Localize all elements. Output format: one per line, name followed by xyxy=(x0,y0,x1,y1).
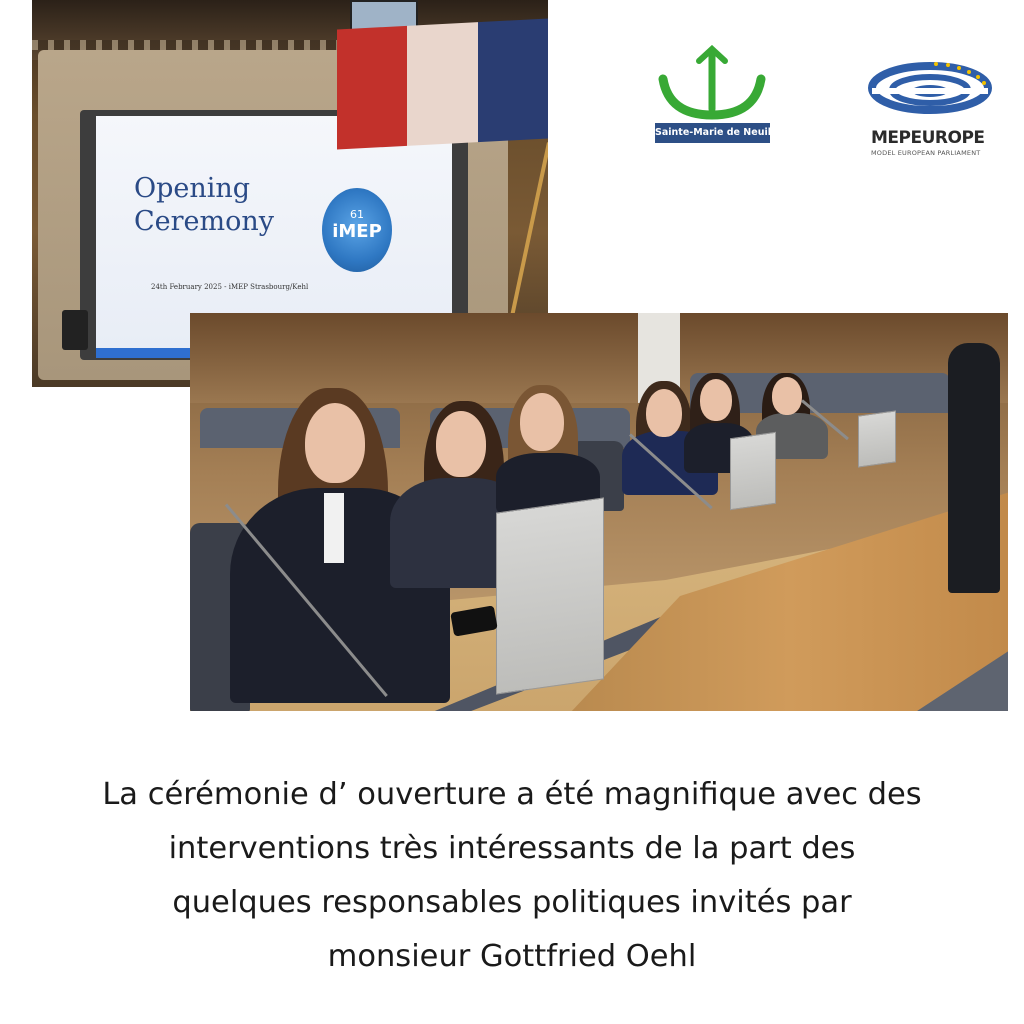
parliament-hemicycle-icon xyxy=(866,58,1006,124)
desk-screen xyxy=(858,410,896,467)
standing-person xyxy=(948,343,1000,593)
desk-screen xyxy=(496,497,604,694)
europe-part: EUROPE xyxy=(910,128,985,148)
mep-europe-logo xyxy=(866,58,1006,162)
french-flag xyxy=(337,18,548,149)
caption-line: monsieur Gottfried Oehl xyxy=(327,939,697,974)
student-shirt xyxy=(324,493,344,563)
caption-line: La cérémonie d’ ouverture a été magnifique avec des xyxy=(102,777,922,812)
student-face xyxy=(305,403,365,483)
student-face xyxy=(700,379,732,421)
school-name: Sainte-Marie de Neuilly xyxy=(655,123,770,143)
mep-part: MEP xyxy=(871,128,911,148)
student-face xyxy=(520,393,564,451)
desk-screen xyxy=(730,432,776,510)
student-face xyxy=(772,377,802,415)
flag-red-stripe xyxy=(337,26,407,150)
imep-badge-label: iMEP xyxy=(332,221,382,242)
students-photo xyxy=(190,313,1008,711)
imep-badge-text xyxy=(322,208,392,242)
imep-badge-number: 61 xyxy=(350,208,364,221)
sainte-marie-logo xyxy=(655,45,781,145)
mep-subtitle: MODEL EUROPEAN PARLIAMENT xyxy=(871,149,981,157)
caption-line: interventions très intéressants de la part des xyxy=(168,831,856,866)
podium-microphone xyxy=(62,310,88,350)
mep-europe-wordmark xyxy=(871,128,985,148)
slide-title: Opening Ceremony xyxy=(134,173,275,237)
flag-blue-stripe xyxy=(478,18,548,142)
caption xyxy=(20,768,1004,984)
flag-white-stripe xyxy=(407,22,477,146)
anchor-icon xyxy=(655,45,770,123)
caption-line: quelques responsables politiques invités par xyxy=(172,885,852,920)
imep-badge xyxy=(322,188,392,272)
student-face xyxy=(436,411,486,477)
slide-subtitle: 24th February 2025 - iMEP Strasbourg/Kehl xyxy=(151,283,309,291)
student-face xyxy=(646,389,682,437)
